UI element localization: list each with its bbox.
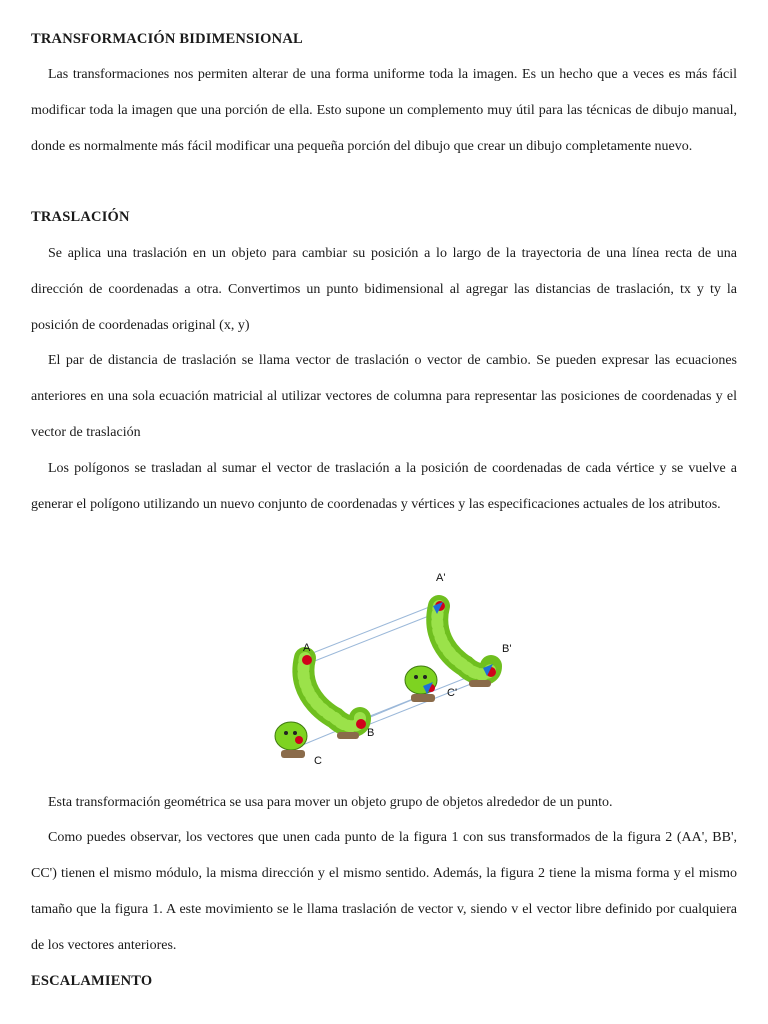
label-a-prime: A' [436,572,446,584]
scaling-heading: ESCALAMIENTO [31,973,153,989]
translation-paragraph-2: El par de distancia de traslación se llama vector de traslación o vector de cambio. Se pueden expresar las ecuaciones anteriores en una sola ecuación matricial al utilizar vectores de columna para representar las posiciones de coordenadas y el vector de traslación [31,353,737,440]
label-c-prime: C' [447,687,458,699]
caterpillar-original [275,655,366,758]
translation-figure [265,568,525,773]
vector-aa [305,604,437,656]
point-b [356,719,366,729]
after-figure-paragraph-2: Como puedes observar, los vectores que unen cada punto de la figura 1 con sus transformados de la figura 2 (AA', BB', CC') tienen el mismo módulo, la misma dirección y el mismo sentido. Además, la figura 2 tiene la misma forma y el mismo tamaño que la figura 1. A este movimiento se le llama traslación de vector v, siendo v el vector libre definido por cualquiera de los vectores anteriores. [31,830,737,953]
translation-paragraph-3: Los polígonos se trasladan al sumar el vector de traslación a la posición de coordenadas de cada vértice y se vuelve a generar el polígono utilizando un nuevo conjunto de coordenadas y vértices y las especificaciones actuales de los atributos. [31,461,737,512]
point-c [295,736,303,744]
label-c: C [314,755,322,767]
label-a: A [303,642,311,654]
label-b-prime: B' [502,643,512,655]
caterpillar-illustration [265,568,525,773]
vector-aa-2 [307,612,439,664]
translation-heading: TRASLACIÓN [31,209,130,225]
translation-paragraph-1: Se aplica una traslación en un objeto para cambiar su posición a lo largo de la trayectoria de una línea recta de una dirección de coordenadas a otra. Convertimos un punto bidimensional al agregar las distancias de traslación, tx y ty la posición de coordenadas original (x, y) [31,246,737,333]
intro-paragraph: Las transformaciones nos permiten alterar de una forma uniforme toda la imagen. Es un hecho que a veces es más fácil modificar toda la imagen que una porción de ella. Esto supone un complemento muy útil para las técnicas de dibujo manual, donde es normalmente más fácil modificar una pequeña porción del dibujo que crear un dibujo completamente nuevo. [31,67,737,154]
point-a [302,655,312,665]
document-title: TRANSFORMACIÓN BIDIMENSIONAL [31,31,303,47]
after-figure-paragraph-1: Esta transformación geométrica se usa para mover un objeto grupo de objetos alrededor de un punto. [48,795,613,810]
label-b: B [367,727,375,739]
